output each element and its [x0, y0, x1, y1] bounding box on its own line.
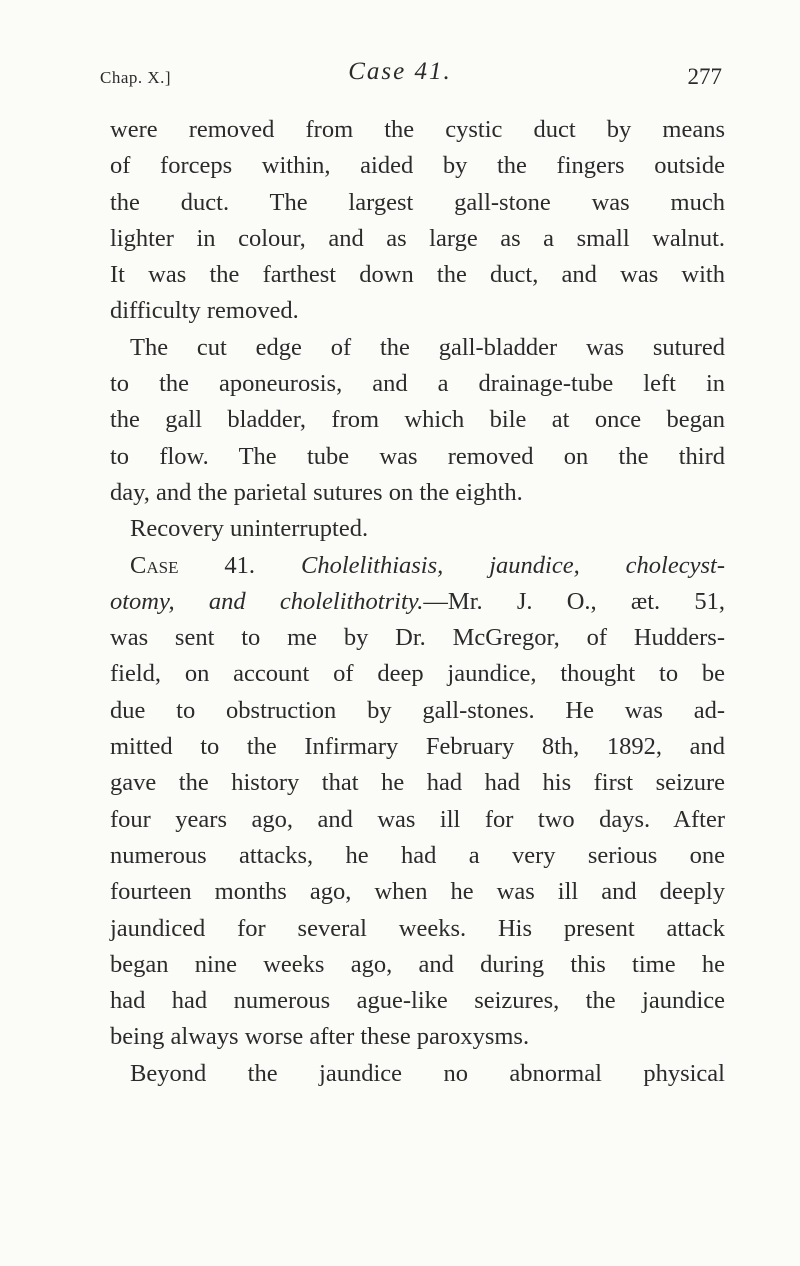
case-title-line-continued	[110, 584, 725, 620]
text-line: to the aponeurosis, and a drainage-tube left in	[110, 370, 725, 398]
text-line: the duct. The largest gall-stone was much	[110, 188, 725, 216]
text-line: Recovery uninterrupted.	[130, 515, 369, 543]
text-line: Beyond the jaundice no abnormal physical	[130, 1059, 725, 1087]
case-number-label: Case 41.	[130, 551, 256, 579]
text-line: day, and the parietal sutures on the eighth.	[110, 478, 523, 506]
text-line: mitted to the Infirmary February 8th, 1892, and	[110, 733, 725, 761]
text-line: due to obstruction by gall-stones. He was ad-	[110, 696, 725, 724]
text-line: began nine weeks ago, and during this time he	[110, 950, 725, 978]
text-line: The cut edge of the gall-bladder was sutured	[130, 333, 725, 361]
text-line: difficulty removed.	[110, 297, 299, 325]
text-line: of forceps within, aided by the fingers outside	[110, 152, 725, 180]
text-line: numerous attacks, he had a very serious one	[110, 841, 725, 869]
case-title-italic: Cholelithiasis, jaundice, cholecyst-	[301, 551, 725, 579]
text-line: gave the history that he had had his first seizure	[110, 769, 725, 797]
text-line: It was the farthest down the duct, and was with	[110, 261, 725, 289]
text-line: were removed from the cystic duct by means	[110, 116, 725, 143]
body-text	[110, 112, 725, 1092]
text-line: was sent to me by Dr. McGregor, of Hudders-	[110, 624, 725, 652]
patient-intro: —Mr. J. O., æt. 51,	[423, 587, 726, 615]
text-line: jaundiced for several weeks. His present attack	[110, 914, 725, 942]
page-number: 277	[687, 64, 722, 89]
case-heading: Case 41.	[348, 58, 452, 85]
text-line: lighter in colour, and as large as a small walnut.	[110, 224, 725, 252]
case-title-line	[110, 548, 725, 584]
running-head	[100, 58, 722, 94]
chapter-label: Chap. X.]	[100, 68, 172, 87]
text-line: being always worse after these paroxysms.	[110, 1023, 530, 1051]
text-line: four years ago, and was ill for two days. After	[110, 805, 725, 833]
text-line: had had numerous ague-like seizures, the jaundice	[110, 987, 725, 1015]
case-title-italic-continued: otomy, and cholelithotrity.	[110, 587, 424, 615]
text-line: the gall bladder, from which bile at once began	[110, 406, 725, 434]
text-line: fourteen months ago, when he was ill and deeply	[110, 878, 725, 906]
text-line: field, on account of deep jaundice, thought to be	[110, 660, 725, 688]
text-line: to flow. The tube was removed on the third	[110, 442, 725, 470]
